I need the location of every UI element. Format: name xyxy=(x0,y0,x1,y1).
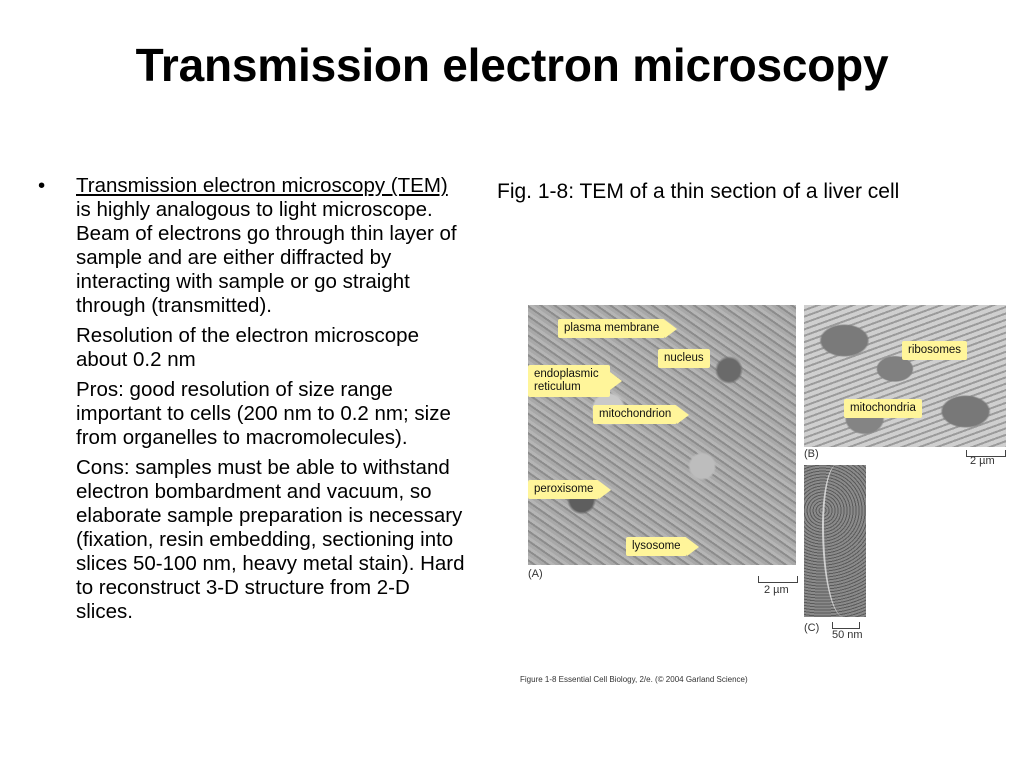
tem-link[interactable]: Transmission electron microscopy (TEM) xyxy=(76,174,448,197)
bullet-item xyxy=(38,174,468,318)
scale-bar-a xyxy=(758,576,798,583)
label-lysosome: lysosome xyxy=(626,537,687,556)
label-mitochondria: mitochondria xyxy=(844,399,922,418)
pros-paragraph: Pros: good resolution of size range important to cells (200 nm to 0.2 nm; size from organelles to macromolecules). xyxy=(76,378,451,449)
label-nucleus: nucleus xyxy=(658,349,710,368)
label-ribosomes: ribosomes xyxy=(902,341,967,360)
slide-body xyxy=(38,174,468,624)
label-plasma-membrane: plasma membrane xyxy=(558,319,665,338)
scale-label-b: 2 µm xyxy=(970,455,995,467)
bullet-icon: • xyxy=(38,174,46,197)
scale-label-a: 2 µm xyxy=(764,584,789,596)
panel-b-letter: (B) xyxy=(804,448,819,460)
tem-panel-b xyxy=(804,305,1006,447)
slide-title: Transmission electron microscopy xyxy=(135,39,889,91)
panel-a-letter: (A) xyxy=(528,568,543,580)
tem-panel-a xyxy=(528,305,796,565)
resolution-paragraph: Resolution of the electron microscope about 0.2 nm xyxy=(76,324,419,371)
panel-c-letter: (C) xyxy=(804,622,820,634)
figure-credit: Figure 1-8 Essential Cell Biology, 2/e. (© 2004 Garland Science) xyxy=(520,675,748,684)
label-mitochondrion: mitochondrion xyxy=(593,405,677,424)
dna-strand xyxy=(822,465,858,617)
cons-paragraph: Cons: samples must be able to withstand electron bombardment and vacuum, so elaborate sample preparation is necessary (fixation, resin embedding, sectioning into slices 50-100 nm, heavy metal stain). Hard to reconstruct 3-D structure from 2-D slices. xyxy=(76,456,465,623)
label-endoplasmic-reticulum: endoplasmic reticulum xyxy=(528,365,610,397)
tem-figure xyxy=(520,300,1010,695)
label-peroxisome: peroxisome xyxy=(528,480,599,499)
bullet-text: is highly analogous to light microscope. Beam of electrons go through thin layer of sample and are either diffracted by interacting with sample or go straight through (transmitted). xyxy=(76,198,457,317)
tem-panel-c xyxy=(804,465,866,617)
scale-bar-c xyxy=(832,622,860,629)
scale-label-c: 50 nm xyxy=(832,629,863,641)
figure-caption: Fig. 1-8: TEM of a thin section of a liver cell xyxy=(497,180,900,203)
